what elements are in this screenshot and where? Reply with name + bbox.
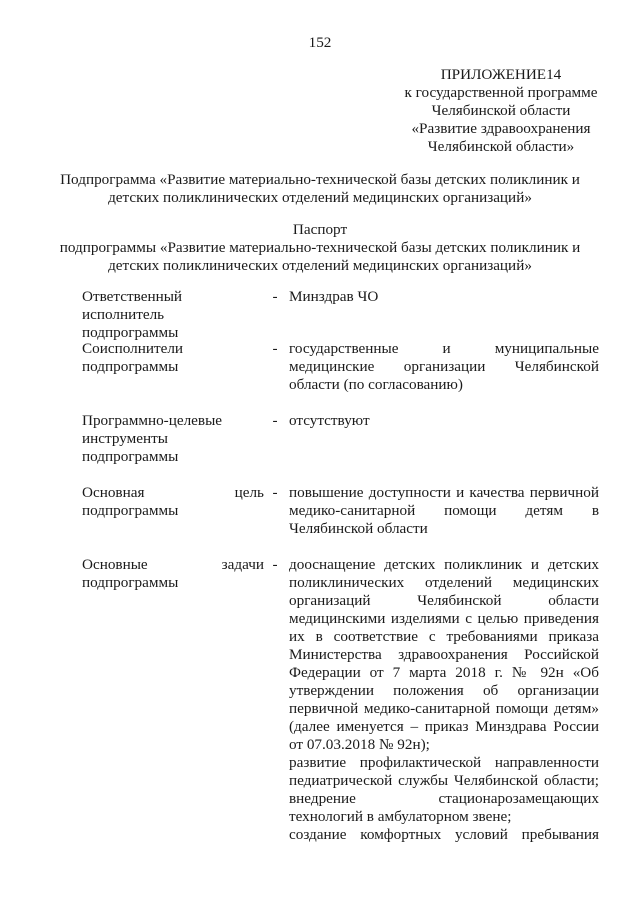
row-label-line: инструменты (82, 430, 168, 447)
appendix-line: Челябинской области (431, 102, 571, 119)
row-label (82, 340, 264, 376)
row-value-line: организаций Челябинской области (289, 592, 599, 609)
table-row (82, 412, 602, 466)
row-dash: - (272, 556, 278, 573)
row-value-line: повышение доступности и качества первичной (289, 484, 599, 501)
row-value-line: государственные и муниципальные (289, 340, 599, 357)
row-value-line: их в соответствие с требованиями приказа (289, 628, 599, 645)
row-label-line: подпрограммы (82, 324, 179, 341)
row-value (289, 340, 599, 394)
row-value (289, 484, 599, 538)
table-row (82, 288, 602, 341)
row-label-line: Соисполнители (82, 340, 184, 357)
appendix-line: Челябинской области» (427, 138, 575, 155)
row-value-line: медицинские организации Челябинской (289, 358, 599, 375)
subprogram-title-line: Подпрограмма «Развитие материально-технической базы детских поликлиник и (60, 171, 580, 188)
appendix-line: к государственной программе (404, 84, 598, 101)
row-value-line: Минздрав ЧО (289, 288, 379, 305)
table-row (82, 556, 602, 844)
row-value-line: Федерации от 7 марта 2018 г. № 92н «Об (289, 664, 599, 681)
passport-table (82, 288, 602, 844)
row-label-line: подпрограммы (82, 448, 179, 465)
row-value-line: (далее именуется – приказ Минздрава России (289, 718, 599, 735)
passport-title-line: детских поликлинических отделений медицинских организаций» (108, 257, 532, 274)
appendix-title: ПРИЛОЖЕНИЕ14 (440, 66, 562, 83)
passport-title-line: подпрограммы «Развитие материально-технической базы детских поликлиник и (59, 239, 581, 256)
row-label (82, 484, 264, 520)
row-value-line: поликлинических отделений медицинских (289, 574, 599, 591)
page-number: 152 (308, 34, 332, 51)
row-dash: - (272, 340, 278, 357)
row-value-line: отсутствуют (289, 412, 370, 429)
row-value-line: медицинскими изделиями с целью приведения (289, 610, 599, 627)
row-value-line: внедрение стационарозамещающих (289, 790, 599, 807)
row-value (289, 556, 599, 844)
row-dash: - (272, 288, 278, 305)
row-value-line: Челябинской области (289, 520, 428, 537)
row-label (82, 412, 264, 466)
row-label-line: Ответственный исполнитель (82, 288, 183, 323)
row-value (289, 412, 599, 466)
subprogram-title (40, 171, 600, 207)
row-value-line: создание комфортных условий пребывания (289, 826, 599, 843)
row-value-line: педиатрической службы Челябинской области; (289, 772, 599, 789)
row-label (82, 556, 264, 592)
row-value-line: технологий в амбулаторном звене; (289, 808, 512, 825)
row-value-line: Министерства здравоохранения Российской (289, 646, 599, 663)
row-dash: - (272, 484, 278, 501)
row-label-line: Программно-целевые (82, 412, 223, 429)
appendix-line: «Развитие здравоохранения (411, 120, 591, 137)
row-value-line: утверждении положения об организации (289, 682, 599, 699)
row-label-line: Основные задачи (82, 556, 264, 573)
row-label (82, 288, 264, 342)
row-label-line: подпрограммы (82, 574, 179, 591)
row-value-line: области (по согласованию) (289, 376, 463, 393)
row-value-line: развитие профилактической направленности (289, 754, 599, 771)
appendix-header (396, 66, 606, 156)
row-dash: - (272, 412, 278, 429)
table-row (82, 484, 602, 538)
row-label-line: подпрограммы (82, 502, 179, 519)
row-label-line: подпрограммы (82, 358, 179, 375)
row-label-line: Основная цель (82, 484, 264, 501)
table-row (82, 340, 602, 394)
row-value-line: медико-санитарной помощи детям в (289, 502, 599, 519)
row-value-line: дооснащение детских поликлиник и детских (289, 556, 599, 573)
row-value-line: от 07.03.2018 № 92н); (289, 736, 430, 753)
passport-title (40, 239, 600, 275)
row-value-line: первичной медико-санитарной помощи детям» (289, 700, 599, 717)
passport-heading: Паспорт (292, 221, 348, 238)
subprogram-title-line: детских поликлинических отделений медицинских организаций» (108, 189, 532, 206)
row-value (289, 288, 599, 324)
